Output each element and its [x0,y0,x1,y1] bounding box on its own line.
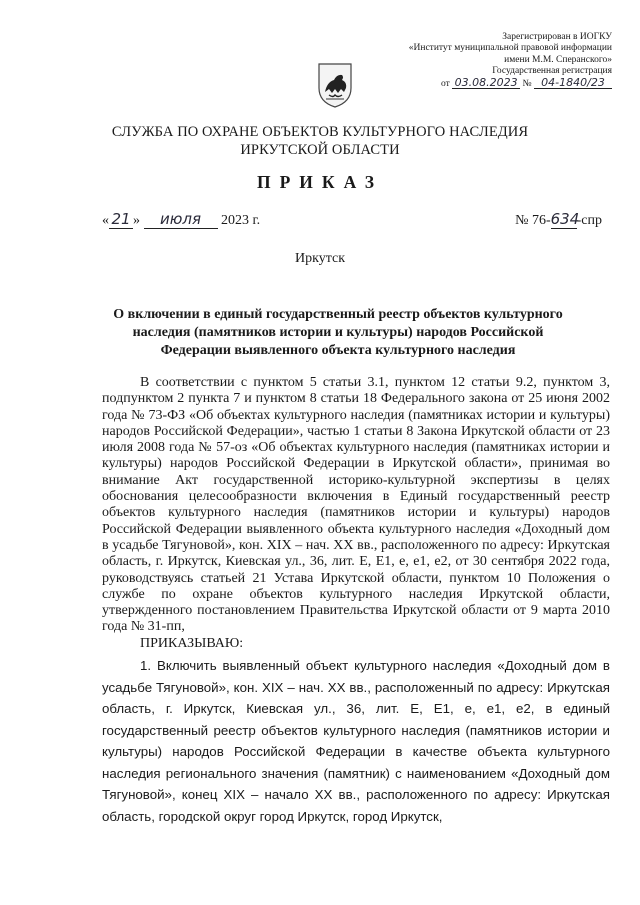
registration-line-4: Государственная регистрация [492,65,612,76]
organization-name [60,124,580,159]
date-year: 2023 г. [221,213,261,228]
organization-line-1: СЛУЖБА ПО ОХРАНЕ ОБЪЕКТОВ КУЛЬТУРНОГО НАСЛЕДИЯ [111,124,529,140]
registration-stamp [380,32,612,90]
order-preamble [102,375,610,652]
number-prefix: № 76- [515,213,551,228]
number-suffix: -спр [576,213,602,228]
date-number-line [102,210,602,232]
city: Иркутск [294,251,346,266]
subject-line-3: Федерации выявленного объекта культурного наследия [160,343,516,358]
registration-line-1: Зарегистрирован в ИОГКУ [502,32,612,42]
registration-line-2: «Институт муниципальной правовой информации [408,43,612,54]
number-value: 634 [550,210,580,228]
date-day: 21 [109,210,133,229]
subject-line-2: наследия (памятников истории и культуры) народов Российской [132,325,544,340]
date-month: июля [144,210,218,229]
irkutsk-coat-of-arms-icon [317,62,353,108]
registration-number: 04-1840/23 [534,77,612,89]
order-number [515,210,602,229]
order-items [102,655,610,827]
order-item-1: 1. Включить выявленный объект культурного наследия «Доходный дом в усадьбе Тягуновой», кон. XIX – нач. XX вв., расположенный по адресу: Иркутская область, г. Иркутск, Киевская ул., 36, лит. Е, Е1, е, е1, е2, в единый государственный реестр объектов культурного наследия (памятников истории и культуры) народов Российской Федерации в качестве объекта культурного наследия регионального значения (памятник) с наименованием «Доходный дом Тягуновой», конец XIX – начало XX вв., расположенного по адресу: Иркутская область, городской округ город Иркутск, город Иркутск, [102,658,610,824]
registration-number-prefix: № [522,79,532,90]
preamble-paragraph: В соответствии с пунктом 5 статьи 3.1, пунктом 12 статьи 9.2, пунктом 3, подпунктом 2 пункта 7 и пунктом 8 статьи 18 Федерального закона от 25 июня 2002 года № 73-ФЗ «Об объектах культурного наследия (памятниках истории и культуры) народов Российской Федерации», частью 1 статьи 8 Закона Иркутской области от 23 июля 2008 года № 57-оз «Об объектах культурного наследия (памятниках истории и культуры) народов Российской Федерации в Иркутской области», принимая во внимание Акт государственной историко-культурной экспертизы в целях обоснования целесообразности включения в Единый государственный реестр объектов культурного наследия (памятников истории и культуры) народов Российской Федерации выявленного объекта культурного наследия «Доходный дом в усадьбе Тягуновой», кон. XIX – нач. XX вв., расположенного по адресу: Иркутская область, г. Иркутск, Киевская ул., 36, лит. Е, Е1, е, е1, е2, от 30 сентября 2022 года, руководствуясь статьей 21 Устава Иркутской области, пунктом 10 Положения о службе по охране объектов культурного наследия Иркутской области, утвержденного постановлением Правительства Иркутской области от 9 марта 2010 года № 31-пп, [102,375,610,635]
organization-line-2: ИРКУТСКОЙ ОБЛАСТИ [240,141,400,158]
order-date [102,210,260,229]
date-close-quote: » [133,213,140,228]
registration-date-prefix: от [441,79,450,90]
registration-line-3: имени М.М. Сперанского» [504,54,612,65]
subject-line-1: О включении в единый государственный реестр объектов культурного [113,307,563,322]
registration-date: 03.08.2023 [452,77,520,89]
order-word: ПРИКАЗЫВАЮ: [140,635,244,651]
document-title: ПРИКАЗ [256,172,384,192]
date-open-quote: « [102,213,109,228]
order-subject [108,306,568,360]
registration-date-line [380,77,612,90]
